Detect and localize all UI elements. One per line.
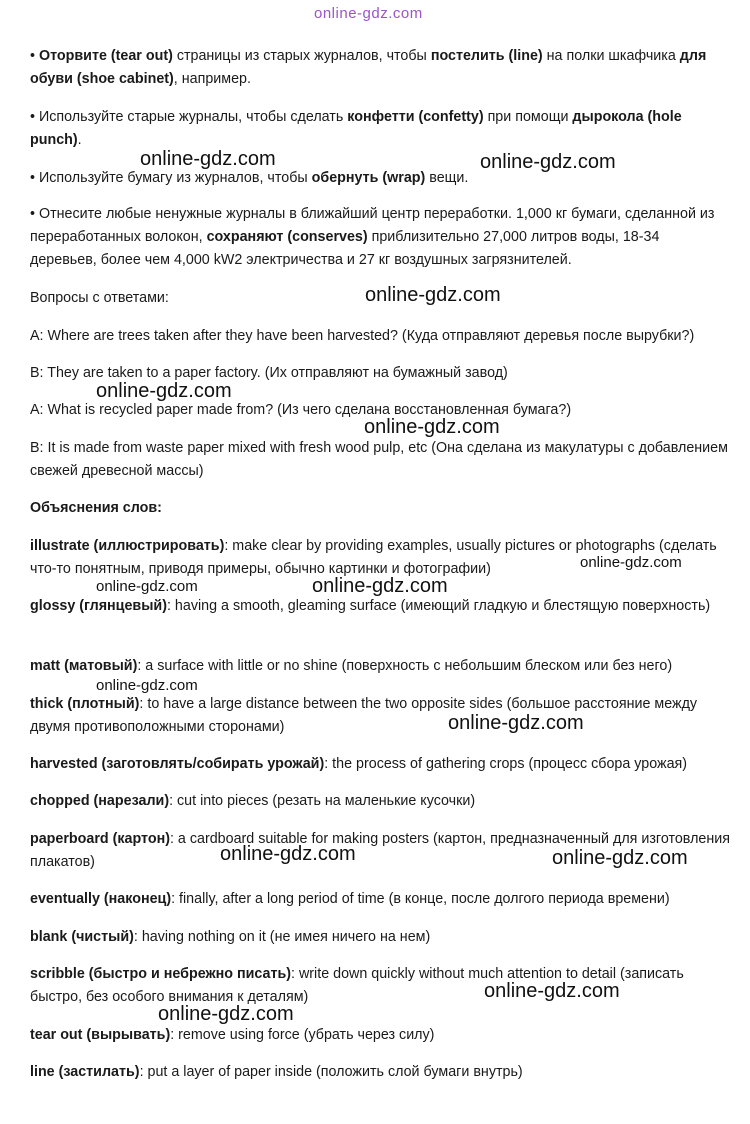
qa-line: B: They are taken to a paper factory. (Их отправляют на бумажный завод)	[30, 365, 508, 381]
qa-line: A: Where are trees taken after they have been harvested? (Куда отправляют деревья после вырубки?)	[30, 328, 695, 344]
glossary-definition: : finally, after a long period of time (в конце, после долгого периода времени)	[171, 891, 670, 907]
watermark-overlay: online-gdz.com	[96, 578, 198, 595]
tip-text: Отнесите любые ненужные журналы в ближайший центр переработки. 1,000 кг бумаги, сделанной из переработанных волокон,	[30, 206, 715, 245]
tip-bold-text: конфетти (confetty)	[347, 109, 484, 125]
glossary-term: paperboard (картон)	[30, 831, 170, 847]
glossary-term: chopped (нарезали)	[30, 793, 170, 809]
glossary-entry	[30, 1024, 730, 1047]
tip-paragraph	[30, 203, 730, 272]
tip-bold-text: Оторвите (tear out)	[38, 48, 173, 64]
watermark-overlay: online-gdz.com	[364, 416, 500, 438]
glossary-definition: : make clear by providing examples, usually pictures or photographs (сделать что-то понятным, приводя примеры, обычно картинки и фотографии)	[30, 538, 717, 577]
tip-text: Используйте бумагу из журналов, чтобы	[38, 170, 312, 186]
tip-bullet: •	[30, 206, 39, 222]
tip-bullet: •	[30, 109, 39, 125]
glossary-definition: : cut into pieces (резать на маленькие кусочки)	[169, 793, 476, 809]
tip-bold-text: сохраняют (conserves)	[206, 229, 368, 245]
glossary-definition: : to have a large distance between the two opposite sides (большое расстояние между двумя противоположными сторонами)	[30, 696, 698, 735]
watermark-overlay: online-gdz.com	[552, 847, 688, 869]
watermark-overlay: online-gdz.com	[480, 151, 616, 173]
tip-bold-text: постелить (line)	[430, 48, 543, 64]
glossary-term: scribble (быстро и небрежно писать)	[30, 966, 292, 982]
glossary-term: line (застилать)	[30, 1064, 140, 1080]
watermark-overlay: online-gdz.com	[312, 575, 448, 597]
watermark-overlay: online-gdz.com	[158, 1003, 294, 1025]
tip-text: .	[77, 132, 82, 148]
glossary-entry	[30, 1061, 730, 1084]
glossary-definition: : remove using force (убрать через силу)	[170, 1027, 435, 1043]
watermark-overlay: online-gdz.com	[448, 712, 584, 734]
tip-paragraph	[30, 106, 730, 152]
glossary-term: tear out (вырывать)	[30, 1027, 171, 1043]
glossary-entry	[30, 753, 730, 776]
glossary-definition: : the process of gathering crops (процесс сбора урожая)	[324, 756, 688, 772]
tip-text: вещи.	[425, 170, 469, 186]
tip-bold-text: дырокола (hole punch)	[30, 109, 682, 148]
glossary-definition: : a cardboard suitable for making posters (картон, предназначенный для изготовления плакатов)	[30, 831, 730, 870]
glossary-term: matt (матовый)	[30, 658, 138, 674]
glossary-entry	[30, 790, 730, 813]
tip-text: на полки шкафчика	[542, 48, 680, 64]
tip-text: Используйте старые журналы, чтобы сделать	[38, 109, 348, 125]
watermark-overlay: online-gdz.com	[580, 554, 682, 571]
glossary-definition: : a surface with little or no shine (поверхность с небольшим блеском или без него)	[137, 658, 673, 674]
glossary-term: harvested (заготовлять/собирать урожай)	[30, 756, 325, 772]
glossary-definition: : write down quickly without much attention to detail (записать быстро, без особого внимания к деталям)	[30, 966, 684, 1005]
glossary-term: thick (плотный)	[30, 696, 140, 712]
glossary-heading: Объяснения слов:	[30, 500, 162, 516]
tip-text: страницы из старых журналов, чтобы	[172, 48, 431, 64]
glossary-entry	[30, 693, 730, 739]
glossary-entry	[30, 595, 730, 618]
glossary-entry	[30, 888, 730, 911]
watermark-overlay: online-gdz.com	[96, 677, 198, 694]
glossary-term: glossy (глянцевый)	[30, 598, 167, 614]
watermark-top: online-gdz.com	[314, 5, 423, 22]
watermark-overlay: online-gdz.com	[140, 148, 276, 170]
tip-bold-text: обернуть (wrap)	[311, 170, 426, 186]
tip-bold-text: для обуви (shoe cabinet)	[30, 48, 707, 87]
tip-text: при помощи	[483, 109, 573, 125]
tip-paragraph	[30, 45, 730, 91]
tip-text: , например.	[173, 71, 251, 87]
glossary-definition: : put a layer of paper inside (положить слой бумаги внутрь)	[139, 1064, 523, 1080]
watermark-overlay: online-gdz.com	[96, 380, 232, 402]
tip-bullet: •	[30, 170, 39, 186]
tip-text: приблизительно 27,000 литров воды, 18-34 деревьев, более чем 4,000 kW2 электричества и 27 кг воздушных загрязнителей.	[30, 229, 660, 268]
tip-bullet: •	[30, 48, 39, 64]
qa-line: A: What is recycled paper made from? (Из чего сделана восстановленная бумага?)	[30, 402, 572, 418]
glossary-entry	[30, 926, 730, 949]
glossary-entry	[30, 655, 730, 678]
glossary-definition: : having a smooth, gleaming surface (имеющий гладкую и блестящую поверхность)	[166, 598, 711, 614]
glossary-term: blank (чистый)	[30, 929, 134, 945]
glossary-entry	[30, 963, 730, 1009]
glossary-term: eventually (наконец)	[30, 891, 172, 907]
qa-heading: Вопросы с ответами:	[30, 290, 169, 306]
watermark-overlay: online-gdz.com	[365, 284, 501, 306]
watermark-overlay: online-gdz.com	[484, 980, 620, 1002]
qa-line: B: It is made from waste paper mixed with fresh wood pulp, etc (Она сделана из макулатуры с добавлением свежей древесной массы)	[30, 440, 728, 479]
glossary-definition: : having nothing on it (не имея ничего на нем)	[133, 929, 431, 945]
glossary-term: illustrate (иллюстрировать)	[30, 538, 225, 554]
tip-paragraph	[30, 167, 730, 190]
watermark-overlay: online-gdz.com	[220, 843, 356, 865]
